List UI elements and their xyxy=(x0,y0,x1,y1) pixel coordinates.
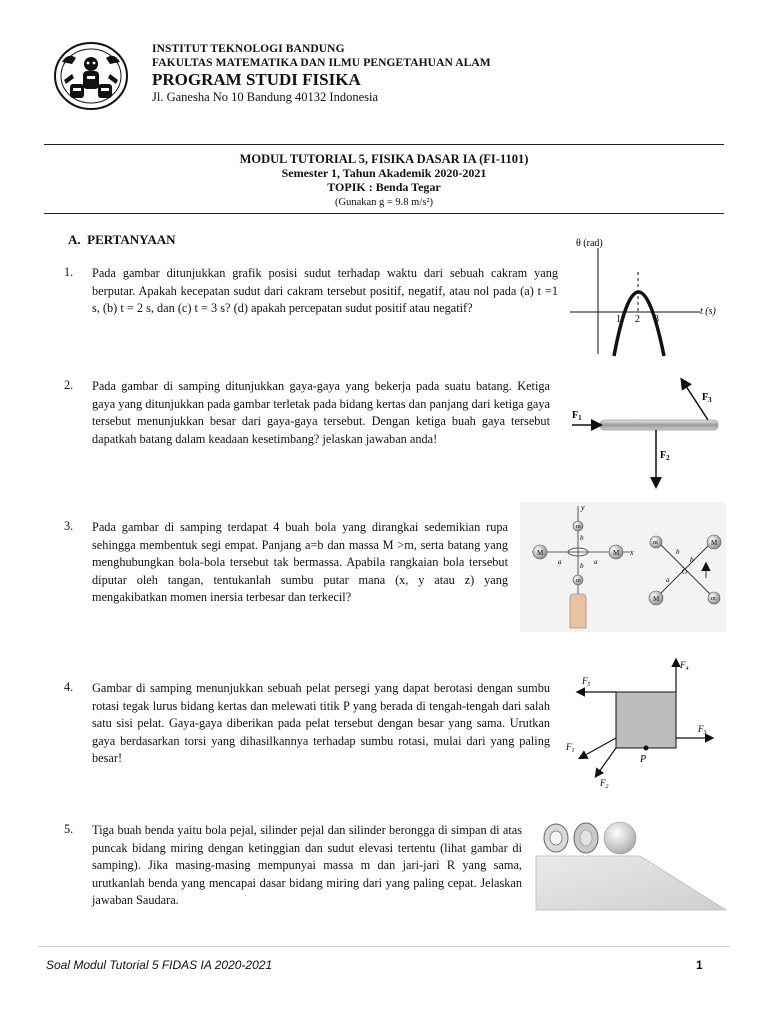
question-number: 1. xyxy=(64,265,74,279)
label-b: b xyxy=(690,556,694,564)
square-plate-figure xyxy=(562,652,732,794)
question-text: Gambar di samping menunjukkan sebuah pelat persegi yang dapat berotasi dengan sumbu rotasi tegak lurus bidang kertas dan melewati titik P yang berada di tengah-tengah dari salah satu sisi pelat. Gaya-gaya diberikan pada pelat tersebut dengan besar yang sama. Urutkan gaya berdasarkan torsi yang dihasilkannya terhadap sumbu rotasi, mulai dari yang paling besar! xyxy=(92,681,550,766)
graph-tick-label: 1 xyxy=(616,314,621,325)
force-label-f2: $F_2$ xyxy=(660,450,670,462)
rod-forces-figure xyxy=(566,372,726,496)
module-note: (Gunakan g = 9.8 m/s²) xyxy=(334,197,433,208)
force-label-f2: $F_2$ xyxy=(600,778,609,790)
label-m: m xyxy=(576,524,581,530)
footer-text: Soal Modul Tutorial 5 FIDAS IA 2020-2021 xyxy=(46,958,273,972)
section-heading xyxy=(68,232,176,248)
label-O: O xyxy=(682,568,688,576)
figure-background xyxy=(520,502,726,632)
label-a: a xyxy=(594,558,598,566)
force-arrow-f2 xyxy=(596,748,616,776)
label-b: b xyxy=(676,548,680,556)
label-a: a xyxy=(666,576,670,584)
label-m: m xyxy=(653,540,658,546)
label-M: M xyxy=(537,549,544,557)
module-topic: TOPIK : Benda Tegar xyxy=(327,180,441,194)
solid-cylinder-face xyxy=(580,830,592,846)
label-M: M xyxy=(711,539,718,547)
graph-x-label: t (s) xyxy=(700,306,716,317)
incline-figure xyxy=(530,808,730,914)
itb-logo xyxy=(52,40,130,112)
incline-plane xyxy=(536,856,726,910)
label-M: M xyxy=(613,549,620,557)
footer-rule xyxy=(38,946,730,947)
force-label-f1: $F_1$ xyxy=(566,742,575,754)
force-label-f3: $F_3$ xyxy=(702,392,712,404)
hand xyxy=(570,594,586,628)
question-number: 4. xyxy=(64,680,74,694)
label-m: m xyxy=(711,596,716,602)
header-rule-top xyxy=(44,144,724,145)
label-b: b xyxy=(580,562,584,570)
force-label-f1: $F_1$ xyxy=(572,410,582,422)
label-m: m xyxy=(576,578,581,584)
label-b: b xyxy=(580,534,584,542)
question-text: Pada gambar di samping terdapat 4 buah bola yang dirangkai sedemikian rupa sehingga membentuk segi empat. Panjang a=b dan massa M >m, serta batang yang menghubungkan bola-bola tersebut tak bermassa. Apabila rangkaian bola tersebut diputar oleh tangan, tentukanlah sumbu putar mana (x, y atau z) yang mengakibatkan momen inersia terbesar dan terkecil? xyxy=(92,520,508,605)
axis-label-x: x xyxy=(630,548,634,557)
module-title: MODUL TUTORIAL 5, FISIKA DASAR IA (FI-1101) xyxy=(239,152,529,166)
header-rule-bottom xyxy=(44,213,724,214)
plate xyxy=(616,692,676,748)
force-label-f5: $F_5$ xyxy=(582,676,591,688)
question-number: 5. xyxy=(64,822,74,836)
force-label-f4: $F_4$ xyxy=(680,660,689,672)
question-number: 3. xyxy=(64,519,74,533)
address: Jl. Ganesha No 10 Bandung 40132 Indonesia xyxy=(152,90,379,104)
label-a: a xyxy=(558,558,562,566)
question-text: Tiga buah benda yaitu bola pejal, silinder pejal dan silinder berongga di simpan di atas puncak bidang miring dengan ketinggian dan sudut elevasi tertentu (lihat gambar di samping). Jika masing-masing mempunyai massa m dan jari-jari R yang sama, urutkanlah benda yang mencapai dasar bidang miring dari yang paling cepat. Jelaskan jawaban Saudara. xyxy=(92,823,522,908)
question-number: 2. xyxy=(64,378,74,392)
module-semester: Semester 1, Tahun Akademik 2020-2021 xyxy=(281,166,487,180)
angular-position-graph xyxy=(562,232,732,358)
question-text: Pada gambar ditunjukkan grafik posisi sudut terhadap waktu dari sebuah cakram yang berputar. Apakah kecepatan sudut dari cakram tersebut positif, negatif, atau nol pada (a) t =1 s, (b) t = 2 s, dan (c) t = 3 s? (d) apakah percepatan sudut positif atau negatif? xyxy=(92,266,558,316)
graph-tick-label: 3 xyxy=(654,314,659,325)
rod xyxy=(600,420,718,430)
pivot-point xyxy=(644,746,649,751)
pivot-label: P xyxy=(640,754,647,765)
solid-sphere xyxy=(604,822,636,854)
four-balls-figure xyxy=(520,502,726,632)
label-M: M xyxy=(653,595,660,603)
section-label: A. xyxy=(68,232,81,247)
section-title: PERTANYAAN xyxy=(87,232,176,247)
graph-y-label: θ (rad) xyxy=(576,238,603,249)
question-text: Pada gambar di samping ditunjukkan gaya-gaya yang bekerja pada suatu batang. Ketiga gaya yang ditunjukkan pada gambar terletak pada bidang kertas dan panjang dari ketiga gaya tersebut menunjukkan besar dari gaya-gaya tersebut. Dengan ketiga buah gaya tersebut dapatkah batang dalam keadaan kesetimbang? jelaskan jawaban anda! xyxy=(92,379,550,446)
force-label-f3: $F_3$ xyxy=(698,724,707,736)
program-name: PROGRAM STUDI FISIKA xyxy=(152,70,361,89)
axis-label-y: y xyxy=(581,503,585,512)
hollow-cylinder-hole xyxy=(550,831,562,845)
faculty-name: FAKULTAS MATEMATIKA DAN ILMU PENGETAHUAN ALAM xyxy=(152,57,491,69)
institution-header xyxy=(152,42,572,104)
graph-tick-label: 2 xyxy=(635,314,640,325)
institute-name: INSTITUT TEKNOLOGI BANDUNG xyxy=(152,43,345,55)
page-number: 1 xyxy=(696,958,703,972)
